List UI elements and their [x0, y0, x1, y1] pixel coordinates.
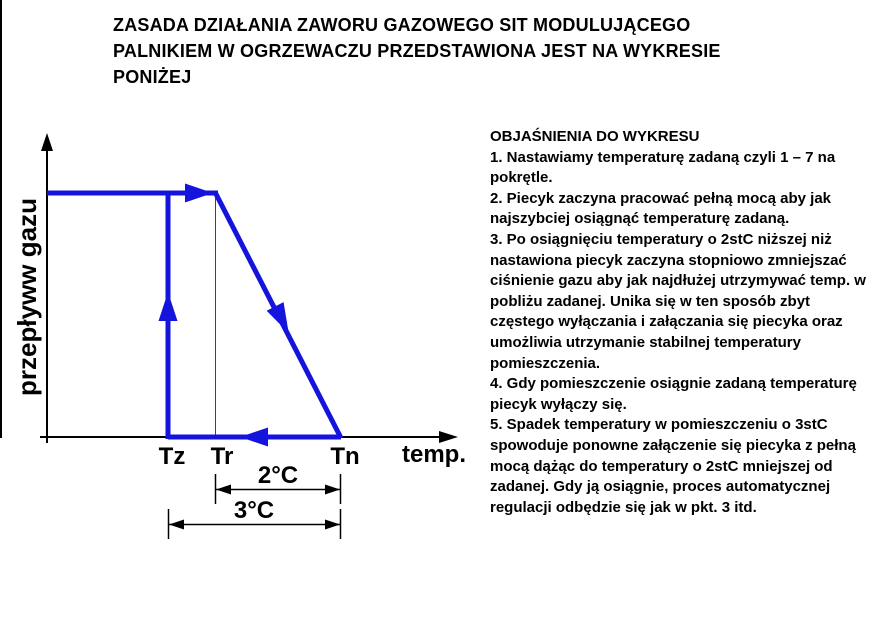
y-axis-arrow-icon — [41, 133, 53, 151]
off-return-left-arrow-icon — [240, 428, 268, 447]
x-axis-label: temp. — [402, 441, 467, 468]
ignition-up-arrow-icon — [159, 292, 178, 321]
page-title-line-1: ZASADA DZIAŁANIA ZAWORU GAZOWEGO SIT MODULUJĄCEGO — [113, 15, 691, 35]
dim-2c-left-arrow-icon — [216, 485, 231, 495]
page-title-line-3: PONIŻEJ — [113, 67, 192, 87]
explanation-item-1: 1. Nastawiamy temperaturę zadaną czyli 1 – 7 na pokrętle. — [490, 148, 836, 187]
explanation-item-4: 4. Gdy pomieszczenie osiągnie zadaną temperaturę piecyk wyłączy się. — [490, 375, 857, 413]
max-flow-right-arrow-icon — [185, 184, 213, 203]
explanation-item-5: 5. Spadek temperatury w pomieszczeniu o 3stC spowoduje ponowne załączenie się piecyka z pełną mocą dążąc do temperatury o 2stC mniejszej od zadanej. Gdy ją osiągnie, proces automatycznej regulacji odbędzie się jak w pkt. 3 itd. — [490, 416, 856, 516]
tick-label-tn: Tn — [330, 443, 360, 470]
dim-3c-left-arrow-icon — [169, 520, 184, 530]
y-axis-label: przepływw gazu — [12, 198, 42, 396]
explanation-item-3: 3. Po osiągnięciu temperatury o 2stC niższej niż nastawiona piecyk zaczyna stopniowo zmniejszać ciśnienie gazu aby jak najdłużej utrzymywać temp. w pobliżu zadanej. Unika się w ten sposób zbyt częstego wyłączania i załączania się piecyka oraz umożliwia utrzymanie stabilnej temperatury pomieszczenia. — [490, 230, 866, 372]
page-title-line-2: PALNIKIEM W OGRZEWACZU PRZEDSTAWIONA JEST NA WYKRESIE — [113, 41, 721, 61]
dim-3c-label: 3°C — [233, 497, 275, 524]
dim-3c-right-arrow-icon — [325, 520, 340, 530]
modulation-down-arrow-icon — [267, 302, 298, 337]
gas-valve-flow-diagram — [0, 125, 480, 555]
dim-2c-right-arrow-icon — [325, 485, 340, 495]
page-title — [113, 12, 721, 90]
dim-2c-label: 2°C — [257, 462, 299, 489]
tick-label-tz: Tz — [158, 443, 186, 470]
explanation-panel — [490, 127, 878, 518]
explanation-heading: OBJAŚNIENIA DO WYKRESU — [490, 128, 700, 145]
explanation-item-2: 2. Piecyk zaczyna pracować pełną mocą aby jak najszybciej osiągnąć temperaturę zadaną. — [490, 189, 832, 228]
tick-label-tr: Tr — [210, 443, 234, 470]
